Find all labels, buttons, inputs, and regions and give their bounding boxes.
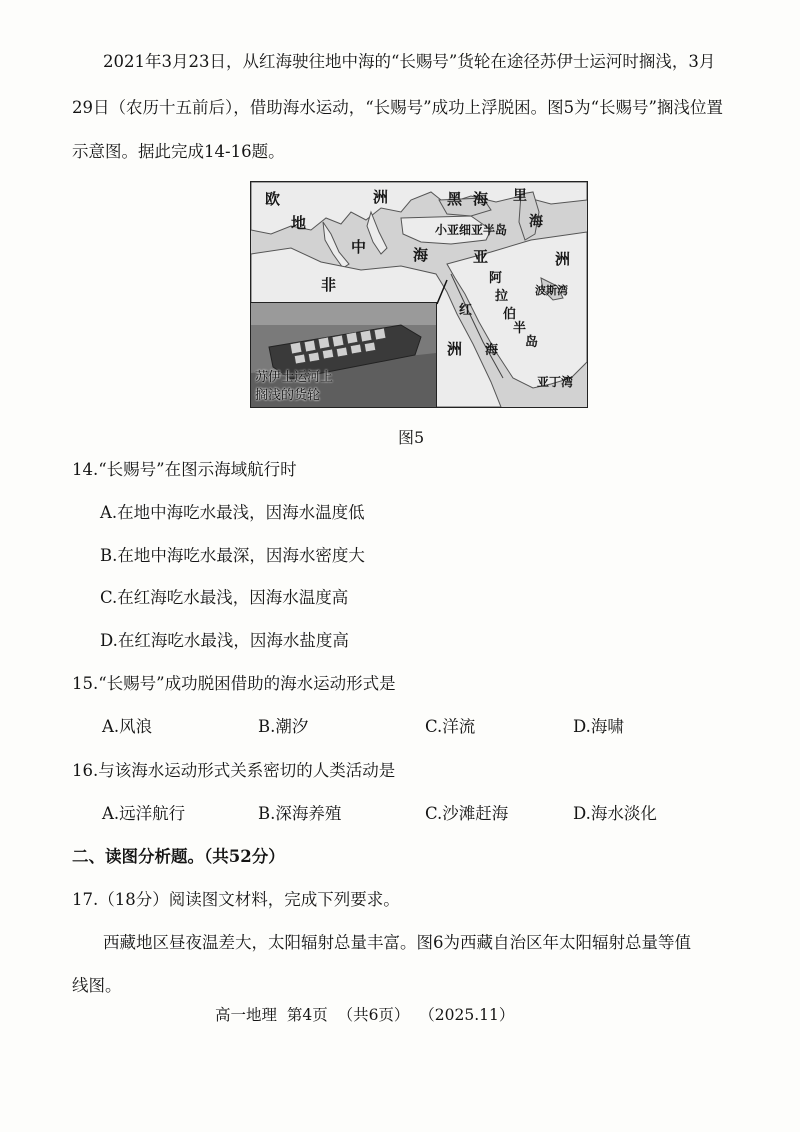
q16-option-d: D.海水淡化 bbox=[573, 804, 657, 823]
label-persian-gulf: 波斯湾 bbox=[535, 284, 568, 297]
q15-option-c: C.洋流 bbox=[425, 717, 476, 736]
label-arabia-la: 拉 bbox=[495, 289, 509, 304]
q14-option-c: C.在红海吃水最浅，因海水温度高 bbox=[100, 588, 349, 607]
inset-caption bbox=[255, 369, 333, 405]
label-asia-zhou: 洲 bbox=[555, 250, 571, 268]
q15-option-d: D.海啸 bbox=[573, 717, 624, 736]
label-caspian-li: 里 bbox=[513, 188, 527, 204]
label-asia-minor: 小亚细亚半岛 bbox=[435, 223, 508, 237]
q15-stem: 15.“长赐号”成功脱困借助的海水运动形式是 bbox=[72, 674, 396, 693]
intro-line-3: 示意图。据此完成14-16题。 bbox=[72, 142, 285, 161]
label-med-zhong: 中 bbox=[351, 238, 367, 256]
label-gulf-of-aden: 亚丁湾 bbox=[537, 375, 574, 389]
q15-option-a: A.风浪 bbox=[102, 717, 153, 736]
label-med-di: 地 bbox=[291, 214, 307, 232]
label-asia-ya: 亚 bbox=[473, 248, 489, 266]
q17-stem: 17.（18分）阅读图文材料，完成下列要求。 bbox=[72, 890, 400, 909]
intro-line-1: 2021年3月23日，从红海驶往地中海的“长赐号”货轮在途径苏伊士运河时搁浅，3月 bbox=[103, 52, 716, 71]
intro-line-2: 29日（农历十五前后），借助海水运动，“长赐号”成功上浮脱困。图5为“长赐号”搁浅位置 bbox=[72, 98, 723, 117]
q15-options bbox=[0, 713, 800, 737]
q14-option-a: A.在地中海吃水最浅，因海水温度低 bbox=[100, 503, 365, 522]
label-europe-1: 欧 bbox=[265, 190, 281, 208]
q16-option-c: C.沙滩赶海 bbox=[425, 804, 509, 823]
label-black-sea-hai: 海 bbox=[473, 190, 489, 208]
label-africa-fei: 非 bbox=[321, 276, 337, 294]
label-arabia-bo: 伯 bbox=[503, 307, 517, 322]
label-africa-zhou: 洲 bbox=[447, 340, 463, 358]
q17-material-line-2: 线图。 bbox=[72, 976, 122, 995]
q16-options bbox=[0, 800, 800, 824]
label-red-hai: 海 bbox=[485, 343, 499, 358]
map-figure bbox=[250, 181, 588, 408]
q16-option-b: B.深海养殖 bbox=[258, 804, 342, 823]
page-footer: 高一地理 第4页 （共6页） （2025.11） bbox=[215, 1006, 515, 1024]
label-caspian-hai: 海 bbox=[529, 214, 543, 230]
q16-stem: 16.与该海水运动形式关系密切的人类活动是 bbox=[72, 761, 396, 780]
section2-heading: 二、读图分析题。（共52分） bbox=[72, 847, 285, 866]
label-med-hai: 海 bbox=[413, 246, 429, 264]
label-arabia-dao: 岛 bbox=[525, 335, 539, 350]
label-arabia-a: 阿 bbox=[489, 271, 503, 286]
q16-option-a: A.远洋航行 bbox=[102, 804, 186, 823]
label-europe-2: 洲 bbox=[373, 188, 389, 206]
label-arabia-ban: 半 bbox=[513, 321, 527, 336]
q17-material-line-1: 西藏地区昼夜温差大，太阳辐射总量丰富。图6为西藏自治区年太阳辐射总量等值 bbox=[103, 933, 691, 952]
inset-caption-line-2: 搁浅的货轮 bbox=[255, 388, 321, 403]
figure-caption: 图5 bbox=[398, 428, 425, 447]
label-black-sea-hei: 黑 bbox=[447, 190, 463, 208]
ship-photo-inset bbox=[251, 302, 437, 408]
q14-option-b: B.在地中海吃水最深，因海水密度大 bbox=[100, 546, 365, 565]
q14-option-d: D.在红海吃水最浅，因海水盐度高 bbox=[100, 631, 349, 650]
q15-option-b: B.潮汐 bbox=[258, 717, 309, 736]
q14-stem: 14.“长赐号”在图示海域航行时 bbox=[72, 460, 297, 479]
label-red-hong: 红 bbox=[459, 303, 473, 318]
inset-caption-line-1: 苏伊士运河上 bbox=[255, 370, 334, 385]
